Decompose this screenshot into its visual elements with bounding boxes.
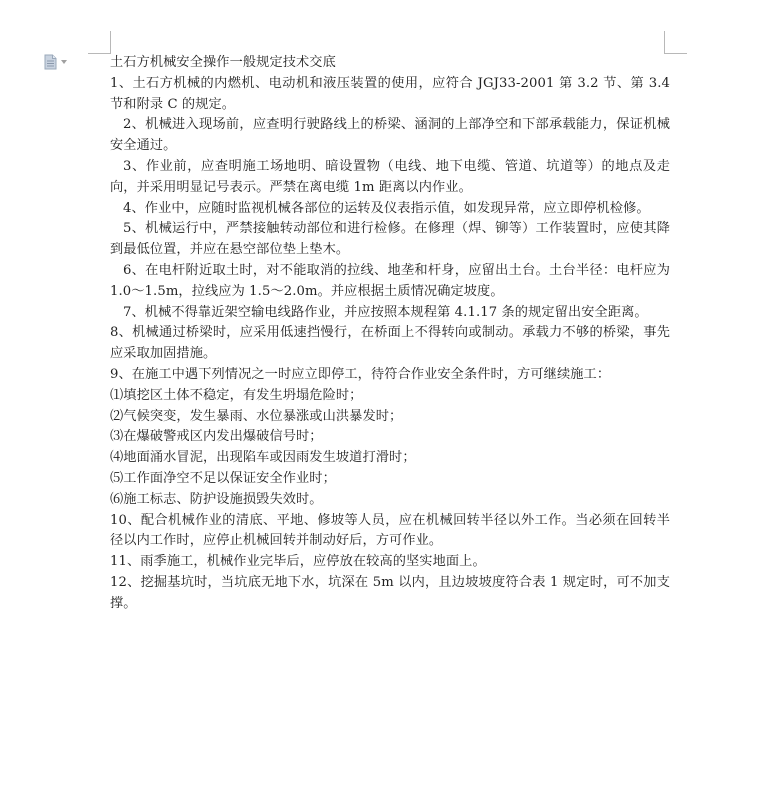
document-title: 土石方机械安全操作一般规定技术交底 [110, 55, 336, 70]
document-body [110, 53, 670, 615]
paragraph: 7、机械不得靠近架空输电线路作业，并应按照本规程第 4.1.17 条的规定留出安全距离。 [123, 304, 648, 320]
paragraph: ⑹施工标志、防护设施损毁失效时。 [110, 491, 323, 507]
paragraph: 10、配合机械作业的清底、平地、修坡等人员，应在机械回转半径以外工作。当必须在回转半径以内工作时，应停止机械回转并制动好后，方可作业。 [110, 512, 670, 549]
paragraph: 12、挖掘基坑时，当坑底无地下水，坑深在 5m 以内，且边坡坡度符合表 1 规定时，可不加支撑。 [110, 574, 670, 611]
paragraph: 5、机械运行中，严禁接触转动部位和进行检修。在修理（焊、铆等）工作装置时，应使其降到最低位置，并应在悬空部位垫上垫木。 [110, 221, 670, 258]
paragraph: 11、雨季施工，机械作业完毕后，应停放在较高的坚实地面上。 [110, 554, 486, 570]
paragraph: ⑵气候突变，发生暴雨、水位暴涨或山洪暴发时； [110, 408, 403, 424]
paragraph: 3、作业前，应查明施工场地明、暗设置物（电线、地下电缆、管道、坑道等）的地点及走向，并采用明显记号表示。严禁在离电缆 1m 距离以内作业。 [110, 158, 670, 195]
paragraph: ⑶在爆破警戒区内发出爆破信号时； [110, 429, 323, 445]
paragraph-list [110, 74, 670, 615]
paragraph: 8、机械通过桥梁时，应采用低速挡慢行，在桥面上不得转向或制动。承载力不够的桥梁，事先应采取加固措施。 [110, 325, 670, 362]
paragraph: 6、在电杆附近取土时，对不能取消的拉线、地垄和杆身，应留出土台。土台半径：电杆应为 1.0～1.5m，拉线应为 1.5～2.0m。并应根据土质情况确定坡度。 [110, 262, 670, 299]
document-icon [44, 54, 57, 70]
margin-corner-top-left [88, 31, 111, 54]
paragraph: 2、机械进入现场前，应查明行驶路线上的桥梁、涵洞的上部净空和下部承载能力，保证机械安全通过。 [110, 117, 670, 154]
paragraph: ⑷地面涌水冒泥，出现陷车或因雨发生坡道打滑时； [110, 450, 416, 466]
chevron-down-icon [61, 60, 67, 64]
margin-corner-top-right [664, 31, 687, 54]
paragraph: 4、作业中，应随时监视机械各部位的运转及仪表指示值，如发现异常，应立即停机检修。 [123, 200, 650, 216]
paragraph: ⑸工作面净空不足以保证安全作业时； [110, 470, 336, 486]
paragraph: 9、在施工中遇下列情况之一时应立即停工，待符合作业安全条件时，方可继续施工： [110, 366, 611, 382]
document-menu-button[interactable] [44, 54, 67, 70]
paragraph: 1、土石方机械的内燃机、电动机和液压装置的使用，应符合 JGJ33-2001 第 3.2 节、第 3.4 节和附录 C 的规定。 [110, 75, 670, 112]
paragraph: ⑴填挖区土体不稳定，有发生坍塌危险时； [110, 387, 363, 403]
